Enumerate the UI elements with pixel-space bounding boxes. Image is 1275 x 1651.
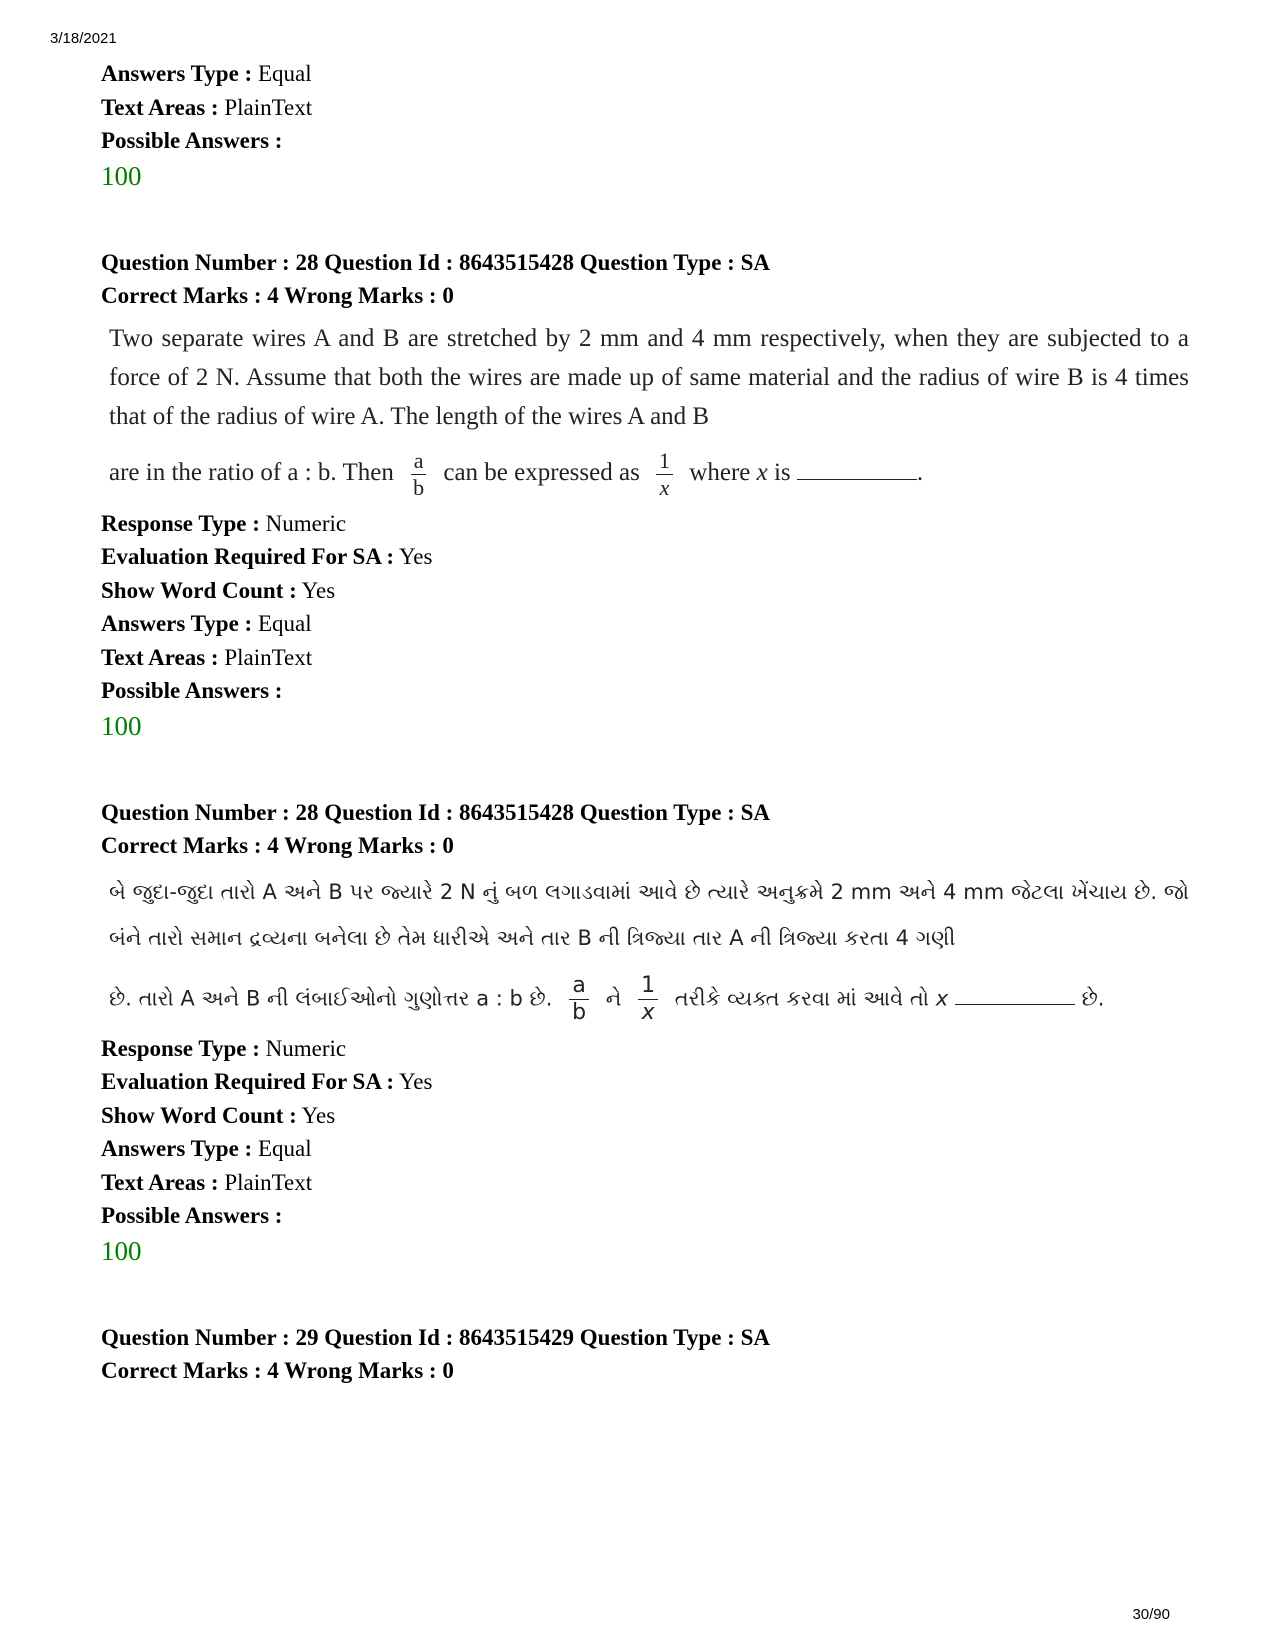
fraction-a-over-b: $\frac{a}{b}$ <box>569 973 589 1026</box>
answers-type-value: Equal <box>252 61 312 86</box>
text-areas-value: PlainText <box>218 94 313 120</box>
question-marks: Correct Marks : 4 Wrong Marks : 0 <box>101 1358 454 1383</box>
answers-type-label: Answers Type : <box>101 61 253 86</box>
show-word-count-row: Show Word Count : Yes <box>101 577 336 603</box>
possible-answers-row: Possible Answers : <box>101 678 283 703</box>
question-text-main: Two separate wires A and B are stretched by 2 mm and 4 mm respectively, when they are subjected to a force of 2 N. Assume that both the wires are made up of same material and the radius of wire B is 4 times that of the radius of wire A. The length of the wires A and B <box>109 324 1189 430</box>
fraction-a-over-b: $\frac{a}{b}$ <box>410 448 427 501</box>
question-header: Question Number : 28 Question Id : 8643515428 Question Type : SA <box>101 799 770 825</box>
evaluation-required-row: Evaluation Required For SA : Yes <box>101 1069 433 1094</box>
page-number: 30/90 <box>1132 1606 1170 1623</box>
possible-answer-value: 100 <box>101 160 142 191</box>
answers-type-row: Answers Type : Equal <box>101 611 312 636</box>
possible-answers-row <box>101 124 1201 158</box>
evaluation-required-row: Evaluation Required For SA : Yes <box>101 544 433 569</box>
print-date: 3/18/2021 <box>50 30 117 47</box>
answer-blank <box>955 982 1075 1005</box>
show-word-count-row: Show Word Count : Yes <box>101 1102 336 1128</box>
question-marks: Correct Marks : 4 Wrong Marks : 0 <box>101 283 454 308</box>
fraction-1-over-x: $\frac{1}{x}$ <box>638 973 658 1026</box>
question-text-main: બે જુદા-જુદા તારો A અને B પર જ્યારે 2 N નું બળ લગાડવામાં આવે છે ત્યારે અનુક્રમે 2 mm અને 4 mm જેટલા ખેંચાય છે. જો બંને તારો સમાન દ્રવ્યના બનેલા છે તેમ ધારીએ અને તાર B ની ત્રિજ્યા તાર A ની ત્રિજ્યા કરતા 4 ગણી <box>109 879 1189 950</box>
question-text <box>109 319 1189 501</box>
question-header: Question Number : 29 Question Id : 8643515429 Question Type : SA <box>101 1324 770 1350</box>
question-text-last-line: are in the ratio of a : b. Then $\frac{a}{b}$ can be expressed as $\frac{1}{x}$ where x is . <box>109 447 924 500</box>
page-content <box>101 57 1201 1388</box>
question-marks: Correct Marks : 4 Wrong Marks : 0 <box>101 833 454 858</box>
possible-answers-row: Possible Answers : <box>101 1203 283 1228</box>
possible-answer-value: 100 <box>101 1235 142 1266</box>
question-text-gujarati <box>109 869 1189 1026</box>
response-type-row: Response Type : Numeric <box>101 510 347 536</box>
fraction-1-over-x: $\frac{1}{x}$ <box>656 448 673 501</box>
response-type-row: Response Type : Numeric <box>101 1035 347 1061</box>
question-header: Question Number : 28 Question Id : 8643515428 Question Type : SA <box>101 249 770 275</box>
text-areas-row: Text Areas : PlainText <box>101 1169 313 1195</box>
text-areas-label: Text Areas : <box>101 94 219 120</box>
answers-type-row <box>101 57 1201 91</box>
text-areas-row: Text Areas : PlainText <box>101 644 313 670</box>
question-text-last-line: છે. તારો A અને B ની લંબાઈઓનો ગુણોત્તર a : b છે. $\frac{a}{b}$ ને $\frac{1}{x}$ તરીકે વ્યક્ત કરવા માં આવે તો x છે. <box>109 972 1105 1025</box>
answers-type-row: Answers Type : Equal <box>101 1136 312 1161</box>
possible-answer-value: 100 <box>101 710 142 741</box>
answer-blank <box>797 457 917 480</box>
possible-answers-label: Possible Answers : <box>101 128 283 153</box>
text-areas-row <box>101 91 1201 125</box>
